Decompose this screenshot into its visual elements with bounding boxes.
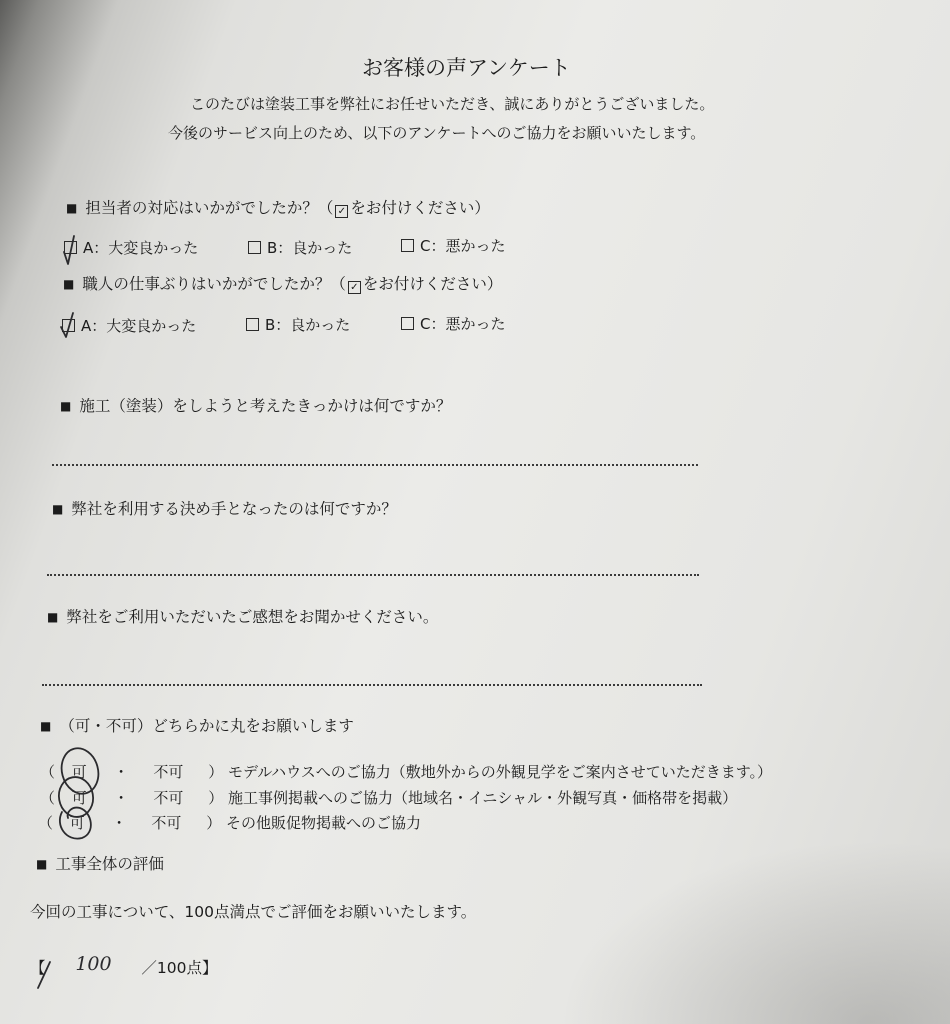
option-label: B：良かった	[267, 239, 353, 257]
question-1-suffix: をお付けください）	[350, 199, 490, 217]
rating-instruction: 今回の工事について、100点満点でご評価をお願いいたします。	[30, 903, 477, 921]
consent-label: モデルハウスへのご協力（敷地外からの外観見学をご案内させていただきます。）	[227, 763, 773, 781]
circle-mark-row1	[57, 744, 104, 798]
bullet-square: ■	[40, 719, 52, 733]
consent-label: 施工事例掲載へのご協力（地域名・イニシャル・外観写真・価格帯を掲載）	[227, 789, 738, 807]
checked-box-icon: ✓	[335, 205, 348, 218]
option-label: C：悪かった	[420, 315, 506, 333]
bracket-open: 【	[30, 959, 46, 977]
paren-open: （	[40, 763, 56, 781]
bullet-square: ■	[52, 502, 64, 516]
consent-no[interactable]: 不可	[153, 789, 184, 807]
checked-box-icon: ✓	[348, 281, 361, 294]
dot: ・	[113, 789, 129, 807]
dot: ・	[111, 814, 127, 832]
option-label: A：大変良かった	[83, 239, 199, 257]
bullet-square: ■	[36, 857, 48, 871]
option-label: C：悪かった	[420, 237, 506, 255]
consent-no[interactable]: 不可	[153, 763, 184, 781]
question-1-prefix: 担当者の対応はいかがでしたか？（	[85, 199, 334, 217]
paren-close: ）	[206, 814, 222, 832]
question-2-suffix: をお付けください）	[362, 275, 503, 293]
paren-close: ）	[208, 763, 224, 781]
option-label: B：良かった	[265, 316, 351, 334]
handwritten-score[interactable]: 100	[75, 953, 112, 975]
intro-line-1: このたびは塗装工事を弊社にお任せいただき、誠にありがとうございました。	[190, 95, 715, 113]
paren-open: （	[38, 814, 54, 832]
question-5-text: 弊社をご利用いただいたご感想をお聞かせください。	[66, 608, 439, 626]
consent-no[interactable]: 不可	[151, 814, 182, 832]
question-3-text: 施工（塗装）をしようと考えたきっかけは何ですか？	[79, 397, 452, 415]
consent-heading-text: （可・不可）どちらかに丸をお願いします	[59, 717, 354, 735]
rating-suffix: ／100点】	[141, 959, 218, 977]
check-mark-q1	[64, 236, 74, 264]
check-mark-q2	[61, 313, 73, 337]
page-title: お客様の声アンケート	[362, 56, 571, 80]
bullet-square: ■	[63, 277, 75, 291]
score-slash-mark	[38, 962, 50, 988]
consent-yes[interactable]: 可	[71, 763, 87, 781]
paren-open: （	[40, 789, 56, 807]
consent-yes[interactable]: 可	[69, 814, 85, 832]
intro-line-2: 今後のサービス向上のため、以下のアンケートへのご協力をお願いいたします。	[168, 124, 706, 142]
bullet-square: ■	[60, 399, 72, 413]
consent-yes[interactable]: 可	[71, 789, 87, 807]
question-4-text: 弊社を利用する決め手となったのは何ですか？	[71, 500, 397, 518]
dot: ・	[113, 763, 129, 781]
paren-close: ）	[208, 789, 224, 807]
consent-label: その他販促物掲載へのご協力	[225, 814, 421, 832]
bullet-square: ■	[66, 201, 78, 215]
bullet-square: ■	[47, 610, 59, 624]
rating-heading-text: 工事全体の評価	[55, 855, 164, 873]
question-2-prefix: 職人の仕事ぶりはいかがでしたか？（	[82, 275, 346, 293]
option-label: A：大変良かった	[81, 317, 197, 335]
